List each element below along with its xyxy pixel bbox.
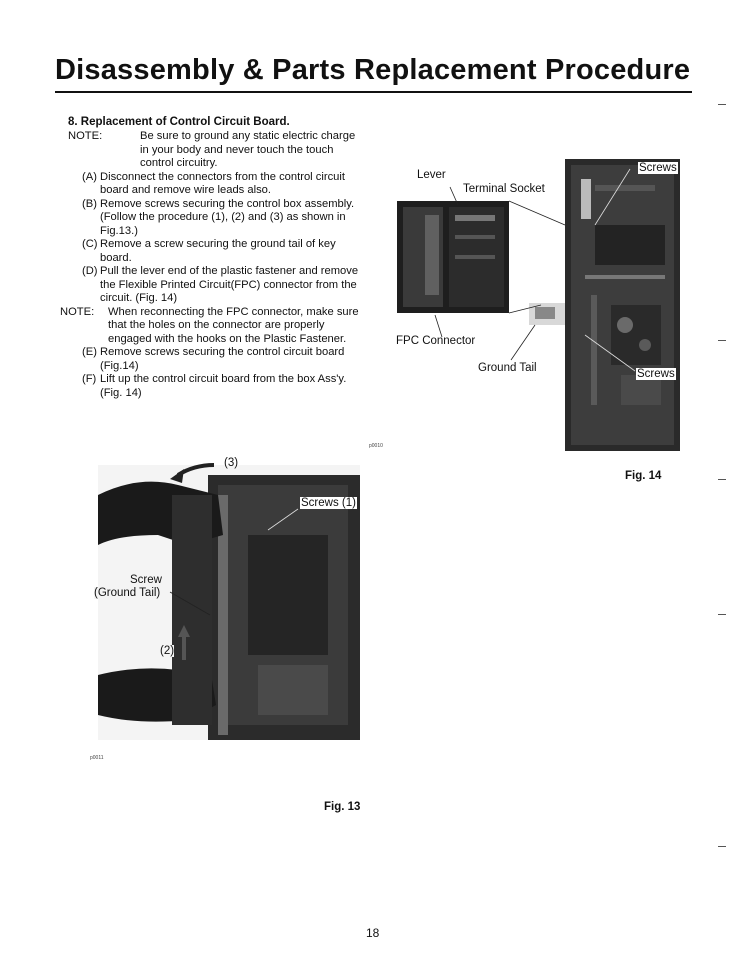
label-screw: Screw — [130, 574, 162, 586]
step-text: Be sure to ground any static electric charge in your body and never touch the touch control circuitry. — [140, 130, 356, 169]
label-ground-tail-13: (Ground Tail) — [94, 587, 161, 599]
edge-mark — [718, 846, 726, 847]
note-fpc — [0, 306, 364, 347]
step-text: Lift up the control circuit board from the box Ass'y. (Fig. 14) — [100, 373, 347, 399]
step-b — [68, 198, 364, 239]
step-c — [68, 238, 364, 265]
fig14-photo — [395, 155, 695, 455]
step-label: (B) — [82, 197, 97, 210]
fig14-code: p0010 — [369, 443, 383, 449]
step-e — [68, 346, 364, 373]
step-a — [68, 171, 364, 198]
edge-mark — [718, 104, 726, 105]
label-screws-top: Screws — [639, 162, 677, 174]
step-label: NOTE: — [60, 305, 95, 318]
label-screws-bottom: Screws — [637, 368, 675, 380]
edge-mark — [718, 340, 726, 341]
label-terminal-socket: Terminal Socket — [463, 183, 545, 195]
label-ground-tail: Ground Tail — [478, 362, 537, 374]
label-lever: Lever — [417, 169, 446, 181]
page-number: 18 — [366, 926, 380, 940]
label-step2: (2) — [160, 645, 175, 657]
step-text: Remove a screw securing the ground tail of key board. — [100, 238, 336, 264]
step-label: (D) — [82, 265, 98, 277]
fig13-code: p0011 — [90, 755, 104, 761]
edge-mark — [718, 614, 726, 615]
step-text: Remove screws securing the control circuit board (Fig.14) — [100, 346, 345, 372]
step-text: Remove screws securing the control box assembly. (Follow the procedure (1), (2) and (3) as shown in Fig.13.) — [100, 197, 355, 237]
step-text: Disconnect the connectors from the control circuit board and remove wire leads also. — [100, 170, 345, 196]
label-screws1: Screws (1) — [301, 497, 356, 509]
step-label: (A) — [82, 170, 97, 183]
label-step3: (3) — [224, 457, 239, 469]
step-text: When reconnecting the FPC connector, make sure that the holes on the connector are properly engaged with the hooks on the Plastic Fastener. — [108, 305, 359, 345]
fig14-caption: Fig. 14 — [625, 470, 662, 482]
fig13-caption: Fig. 13 — [324, 801, 361, 813]
step-label: (C) — [82, 238, 98, 250]
step-label: NOTE: — [68, 130, 103, 142]
title-rule — [55, 91, 692, 93]
label-fpc-connector: FPC Connector — [396, 335, 476, 347]
note-static — [64, 130, 364, 171]
edge-mark — [718, 479, 726, 480]
step-label: (F) — [82, 373, 97, 385]
section-heading: 8. Replacement of Control Circuit Board. — [68, 116, 290, 128]
step-label: (E) — [82, 346, 97, 358]
step-f — [68, 373, 364, 400]
step-text: Pull the lever end of the plastic fastener and remove the Flexible Printed Circuit(FPC) connector from the circuit. (Fig. 14) — [100, 265, 359, 304]
instruction-list — [60, 130, 364, 400]
step-d — [68, 265, 364, 306]
page-title: Disassembly & Parts Replacement Procedure — [55, 54, 691, 86]
